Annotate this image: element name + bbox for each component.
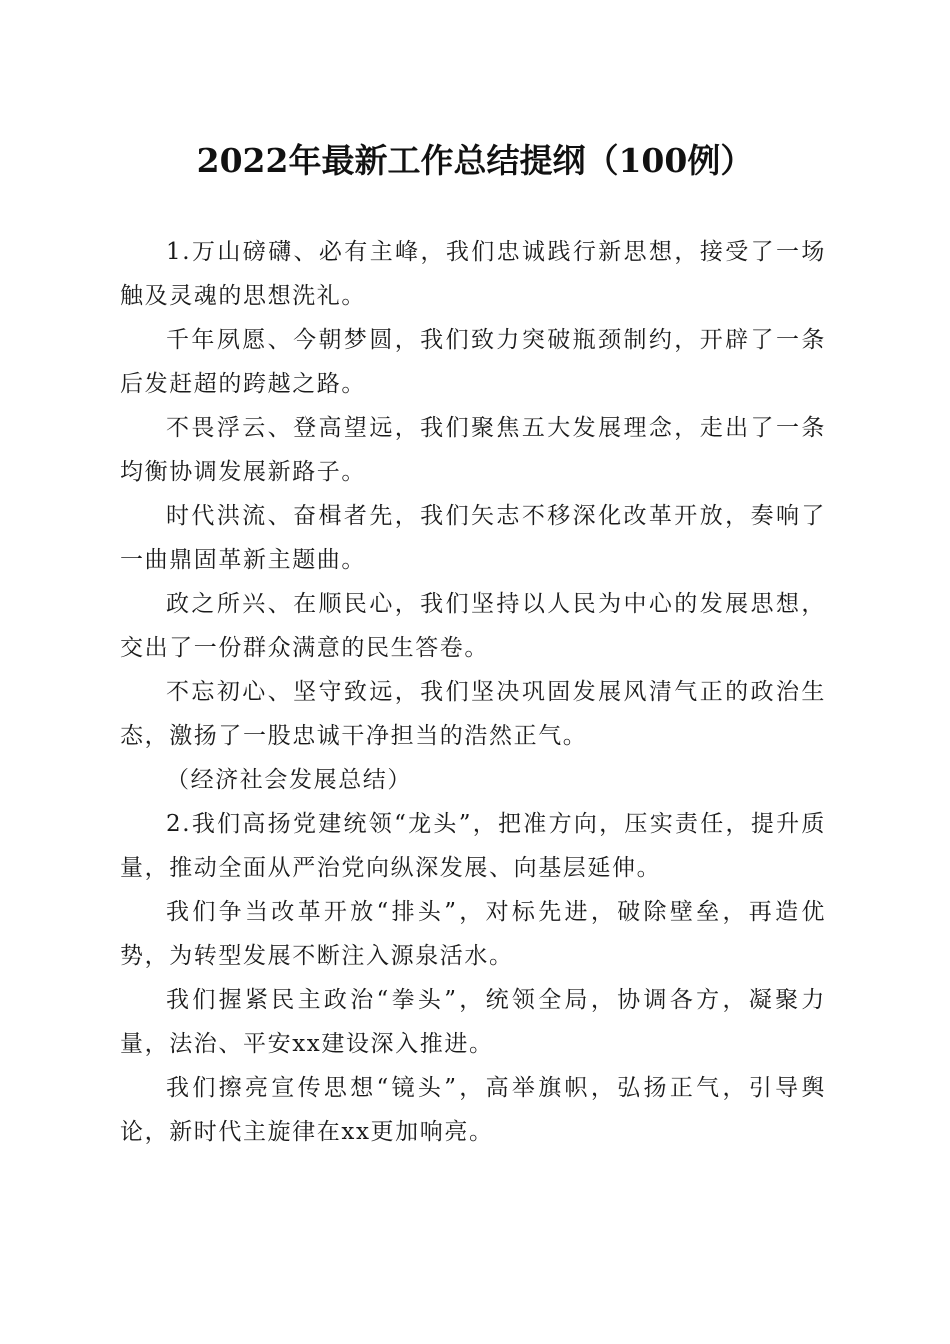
paragraph: 我们争当改革开放“排头”，对标先进，破除壁垒，再造优势，为转型发展不断注入源泉活水。 [120,899,826,969]
paragraph: 时代洪流、奋楫者先，我们矢志不移深化改革开放，奏响了一曲鼎固革新主题曲。 [120,503,826,573]
paragraph: 不畏浮云、登高望远，我们聚焦五大发展理念，走出了一条均衡协调发展新路子。 [120,415,826,485]
section-note: （经济社会发展总结） [166,767,412,793]
paragraph: 政之所兴、在顺民心，我们坚持以人民为中心的发展思想，交出了一份群众满意的民生答卷。 [120,591,826,661]
paragraph: 千年夙愿、今朝梦圆，我们致力突破瓶颈制约，开辟了一条后发赶超的跨越之路。 [120,327,826,397]
paragraph: 我们握紧民主政治“拳头”，统领全局，协调各方，凝聚力量，法治、平安xx建设深入推进。 [120,987,826,1057]
paragraph: 1.万山磅礴、必有主峰，我们忠诚践行新思想，接受了一场触及灵魂的思想洗礼。 [120,239,826,309]
document-title: 2022年最新工作总结提纲（100例） [196,141,754,180]
paragraph: 我们擦亮宣传思想“镜头”，高举旗帜，弘扬正气，引导舆论，新时代主旋律在xx更加响亮。 [120,1075,826,1145]
paragraph: 2.我们高扬党建统领“龙头”，把准方向，压实责任，提升质量，推动全面从严治党向纵深发展、向基层延伸。 [120,811,826,881]
document-body [120,230,826,1154]
paragraph: 不忘初心、坚守致远，我们坚决巩固发展风清气正的政治生态，激扬了一股忠诚干净担当的浩然正气。 [120,679,826,749]
